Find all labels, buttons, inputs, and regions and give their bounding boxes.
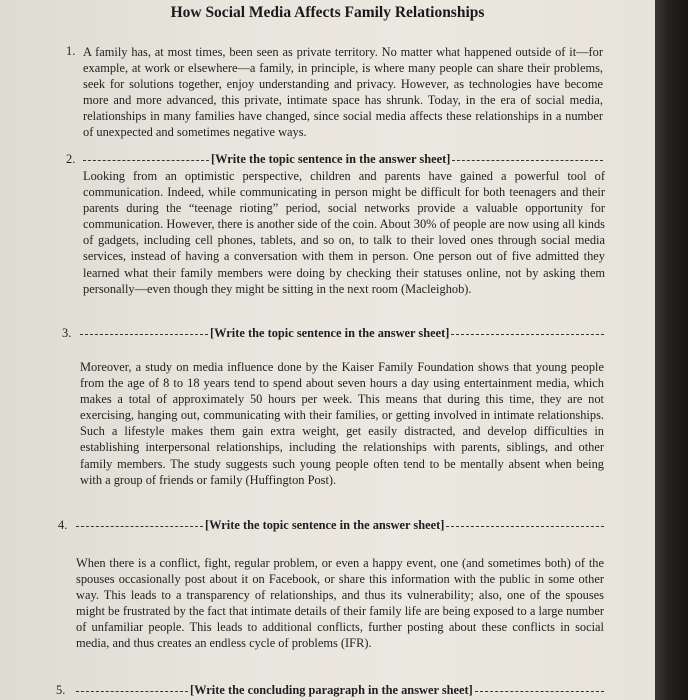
dash-line <box>446 526 604 527</box>
dash-line <box>475 691 604 692</box>
dash-line <box>83 160 209 161</box>
item-number-5: 5. <box>56 683 66 697</box>
prompt-text: [Write the topic sentence in the answer sheet] <box>211 152 451 166</box>
dash-line <box>451 334 604 335</box>
paragraph-4: When there is a conflict, fight, regular problem, or even a happy event, one (and sometimes both) of the spouses occasionally post about it on Facebook, or share this information with the public in some other way. This leads to a transparency of relationships, and thus its vulnerability; also, one of the spouses might be frustrated by the fact that intimate details of their family life are being exposed to a large number of unfamiliar people. This leads to additional conflicts, further posting about these conflicts in social media, and thus creates an endless cycle of problems (IFR). <box>76 556 604 651</box>
item-number-2: 2. <box>66 152 76 166</box>
dash-line <box>452 160 603 161</box>
paragraph-3: Moreover, a study on media influence done by the Kaiser Family Foundation shows that young people from the age of 8 to 18 years tend to spend about seven hours a day using entertainment media, which makes a total of approximately 50 hours per week. This means that during this time, they are not exercising, hanging out, communicating with their families, or getting involved in intimate relationships. Such a lifestyle makes them gain extra weight, get easily distracted, and develop difficulties in establishing interpersonal relationships, including the relationships with parents, siblings, and other family members. The study suggests such young people often tend to be mentally absent when being with a group of friends or family (Huffington Post). <box>80 360 604 487</box>
document-title: How Social Media Affects Family Relationships <box>170 4 485 21</box>
page-shadow-edge <box>655 0 688 700</box>
dash-line <box>76 691 188 692</box>
concluding-paragraph-prompt-5 <box>76 683 604 698</box>
prompt-text: [Write the topic sentence in the answer sheet] <box>205 518 445 532</box>
topic-sentence-prompt-2 <box>83 152 603 167</box>
topic-sentence-prompt-4 <box>76 518 604 533</box>
paragraph-2: Looking from an optimistic perspective, children and parents have gained a powerful tool of communication. Indeed, while communicating in person might be difficult for both teenagers and their parents during the “teenage rioting” period, social networks provide a valuable opportunity for communication. However, there is another side of the coin. About 30% of people are now using all kinds of gadgets, including cell phones, tablets, and so on, to talk to their loved ones through social media services, instead of having a conversation with them in person. One person out of five admitted they learned what their family members were doing by checking their statuses online, not by asking them personally—even though they might be sitting in the next room (Macleighob). <box>83 169 605 296</box>
prompt-text: [Write the concluding paragraph in the answer sheet] <box>190 683 473 697</box>
item-number-4: 4. <box>58 518 68 532</box>
dash-line <box>76 526 203 527</box>
item-number-3: 3. <box>62 326 72 340</box>
dash-line <box>80 334 208 335</box>
item-number-1: 1. <box>66 44 76 58</box>
topic-sentence-prompt-3 <box>80 326 604 341</box>
prompt-text: [Write the topic sentence in the answer sheet] <box>210 326 450 340</box>
paragraph-1: A family has, at most times, been seen as private territory. No matter what happened outside of it—for example, at work or elsewhere—a family, in principle, is where many people can share their problems, seek for solutions together, enjoy understanding and privacy. However, as technologies have become more and more advanced, this private, intimate space has shrunk. Today, in the era of social media, relationships in many families have changed, since social media affects these relationships in a number of unexpected and sometimes negative ways. <box>83 45 603 140</box>
